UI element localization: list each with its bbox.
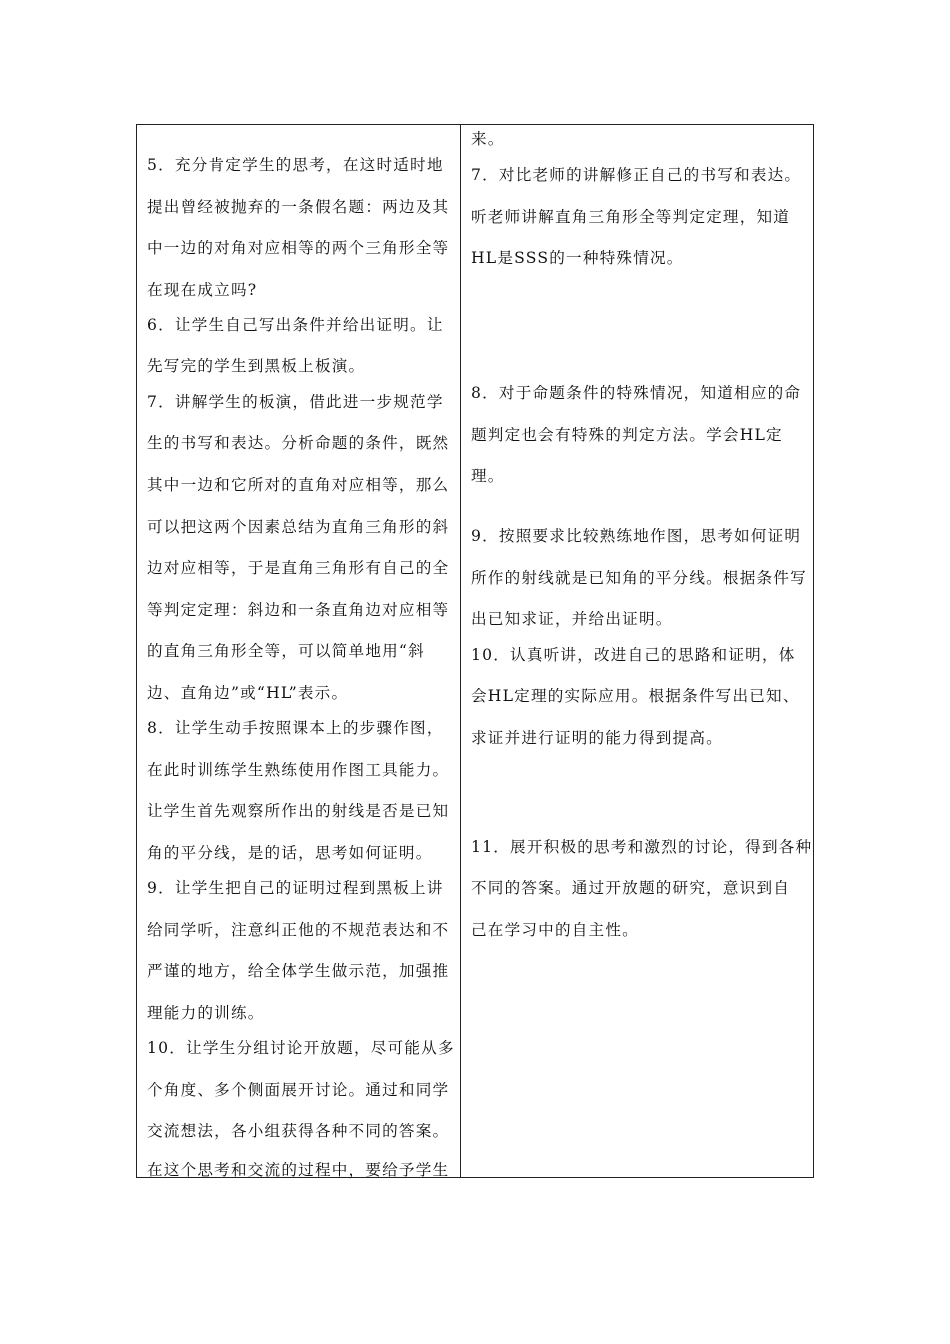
left-line: 等判定定理：斜边和一条直角边对应相等	[147, 601, 450, 619]
left-line: 在此时训练学生熟练使用作图工具能力。	[147, 761, 450, 779]
left-line: 5．充分肯定学生的思考，在这时适时地	[147, 156, 444, 174]
right-line: 不同的答案。通过开放题的研究，意识到自	[471, 879, 791, 897]
right-line: 来。	[471, 130, 505, 148]
left-line: 角的平分线，是的话，思考如何证明。	[147, 844, 433, 862]
lesson-table	[136, 124, 814, 1178]
right-line: 7．对比老师的讲解修正自己的书写和表达。	[471, 166, 802, 184]
left-line: 让学生首先观察所作出的射线是否是已知	[147, 802, 450, 820]
left-line: 提出曾经被抛弃的一条假名题：两边及其	[147, 198, 450, 216]
right-line: 己在学习中的自主性。	[471, 921, 639, 939]
left-line: 生的书写和表达。分析命题的条件，既然	[147, 434, 450, 452]
left-line: 9．让学生把自己的证明过程到黑板上讲	[147, 879, 444, 897]
left-line: 严谨的地方，给全体学生做示范，加强推	[147, 962, 450, 980]
right-line: 10．认真听讲，改进自己的思路和证明，体	[471, 646, 796, 664]
right-line: 9．按照要求比较熟练地作图，思考如何证明	[471, 527, 802, 545]
left-line: 8．让学生动手按照课本上的步骤作图，	[147, 719, 444, 737]
left-line: 的直角三角形全等，可以简单地用“斜	[147, 642, 425, 660]
right-line: 8．对于命题条件的特殊情况，知道相应的命	[471, 384, 802, 402]
left-line: 交流想法，各小组获得各种不同的答案。	[147, 1122, 450, 1140]
left-line: 边对应相等，于是直角三角形有自己的全	[147, 559, 450, 577]
left-line: 边、直角边”或“HL”表示。	[147, 684, 349, 702]
left-line: 中一边的对角对应相等的两个三角形全等	[147, 239, 450, 257]
right-line: HL是SSS的一种特殊情况。	[471, 249, 684, 267]
right-line: 出已知求证，并给出证明。	[471, 610, 673, 628]
right-line: 求证并进行证明的能力得到提高。	[471, 729, 723, 747]
left-line: 给同学听，注意纠正他的不规范表达和不	[147, 921, 450, 939]
left-line: 10．让学生分组讨论开放题，尽可能从多	[147, 1039, 455, 1057]
left-line: 个角度、多个侧面展开讨论。通过和同学	[147, 1081, 450, 1099]
left-line: 在这个思考和交流的过程中，要给予学生	[147, 1161, 450, 1179]
right-line: 11．展开积极的思考和激烈的讨论，得到各种	[471, 838, 813, 856]
left-line: 理能力的训练。	[147, 1004, 265, 1022]
right-line: 听老师讲解直角三角形全等判定定理，知道	[471, 208, 791, 226]
left-line: 其中一边和它所对的直角对应相等，那么	[147, 476, 450, 494]
left-line: 7．讲解学生的板演，借此进一步规范学	[147, 393, 444, 411]
right-line: 理。	[471, 467, 505, 485]
left-line: 可以把这两个因素总结为直角三角形的斜	[147, 518, 450, 536]
column-divider	[460, 125, 461, 1177]
left-line: 6．让学生自己写出条件并给出证明。让	[147, 316, 444, 334]
left-line: 先写完的学生到黑板上板演。	[147, 357, 366, 375]
right-line: 会HL定理的实际应用。根据条件写出已知、	[471, 687, 800, 705]
right-line: 题判定也会有特殊的判定方法。学会HL定	[471, 426, 783, 444]
left-line: 在现在成立吗?	[147, 281, 258, 299]
right-line: 所作的射线就是已知角的平分线。根据条件写	[471, 569, 807, 587]
